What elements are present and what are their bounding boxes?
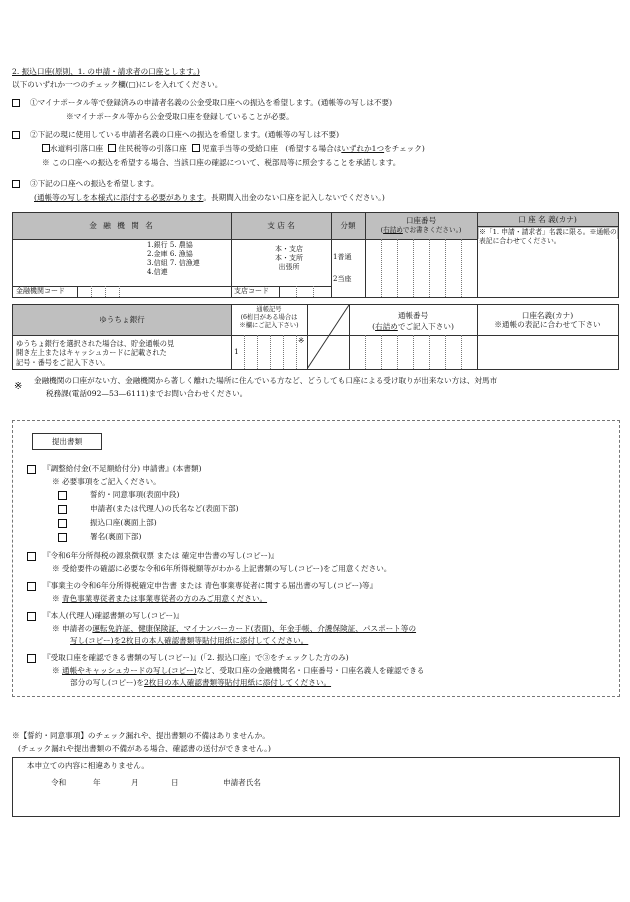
account-type-ordinary: 1普通 (333, 253, 352, 261)
confirm-text: 本申立ての内容に相違ありません。 (27, 761, 149, 770)
yucho-prefix: 1 (234, 347, 239, 356)
doc4-note-line2: 写し(コピー)を2枚目の本人確認書類等貼付用紙に添付してください。 (70, 636, 309, 645)
option-2-sub-row (42, 144, 425, 153)
sub-note-underline: いずれか1つ (341, 144, 385, 153)
yucho-symbol-header: 通帳記号 (6桁目がある場合は ※欄にご記入下さい) (239, 306, 299, 329)
option-3-note: (通帳等の写しを本様式に添付する必要があります。長期間入出金のない口座を記入しないでください。) (34, 193, 385, 202)
documents-title-box (32, 433, 102, 450)
yucho-mark: ※ (298, 336, 305, 345)
doc1-checkbox[interactable] (27, 465, 36, 474)
doc1-item2-checkbox[interactable] (58, 505, 67, 514)
yucho-number-header-2: (右詰めでご記入下さい) (372, 322, 454, 331)
doc1-item1: 誓約・同意事項(表面中段) (90, 490, 180, 499)
footer-line1: ※【誓約・同意事項】のチェック漏れや、提出書類の不備はありませんか。 (12, 731, 270, 740)
doc1-item3: 振込口座(裏面上部) (90, 518, 157, 527)
sub-child-label: 児童手当等の受給口座 (202, 144, 278, 153)
yucho-diagonal (307, 305, 349, 369)
sub-tax-checkbox[interactable] (108, 144, 116, 152)
doc2-note: ※ 受給要件の確認に必要な令和6年所得税額等がわかる上記書類の写し(コピー)をご用意ください。 (52, 564, 392, 573)
option-1-note: ※マイナポータル等から公金受取口座を登録していることが必要。 (66, 112, 294, 121)
sub-note-pre: (希望する場合は (285, 144, 342, 153)
month-label: 月 (131, 778, 139, 787)
contact-note-line1: 金融機関の口座がない方、金融機関から著しく離れた場所に住んでいる方など、どうしても口座による受け取りが出来ない方は、対馬市 (34, 376, 498, 385)
contact-note-mark: ※ (14, 381, 23, 392)
doc1-note: ※ 必要事項をご記入ください。 (52, 477, 161, 486)
sub-water-checkbox[interactable] (42, 144, 50, 152)
doc4-checkbox[interactable] (27, 612, 36, 621)
holder-header: 口 座 名 義(カナ) (518, 215, 577, 224)
documents-title: 提出書類 (51, 437, 83, 446)
doc4-title: 『本人(代理人)確認書類の写し(コピー)』 (43, 611, 184, 620)
doc1-item4-checkbox[interactable] (58, 533, 67, 542)
footer-line2: (チェック漏れや提出書類の不備がある場合、確認書の送付ができません。) (18, 744, 271, 753)
signature-box (12, 757, 620, 817)
account-header-2: (右詰めでお書きください。) (380, 226, 462, 234)
doc3-checkbox[interactable] (27, 582, 36, 591)
doc5-note: ※ 通帳やキャッシュカードの写し(コピー)など、受取口座の金融機関名・口座番号・口座名義人を確認できる (52, 666, 425, 675)
branch-code-label: 支店コード (234, 287, 269, 295)
year-label: 年 (93, 778, 101, 787)
doc3-title: 『事業主の令和6年分所得税確定申告書 または 青色事業専従者に関する届出書の写し(コピー)等』 (43, 581, 378, 590)
doc5-checkbox[interactable] (27, 654, 36, 663)
day-label: 日 (171, 778, 179, 787)
doc2-checkbox[interactable] (27, 552, 36, 561)
yucho-description: ゆうちょ銀行を選択された場合は、貯金通帳の見 開き左上またはキャッシュカードに記載された 記号・番号をご記入下さい。 (16, 339, 175, 367)
contact-note-line2: 税務課(電話092—53—6111)までお問い合わせください。 (46, 389, 248, 398)
doc1-item1-checkbox[interactable] (58, 491, 67, 500)
doc1-title: 『調整給付金(不足額給付分) 申請書』(本書類) (43, 464, 202, 473)
signature-label: 申請者氏名 (223, 778, 261, 787)
yucho-table (12, 304, 619, 370)
option-3-checkbox[interactable] (12, 180, 20, 188)
doc5-title: 『受取口座を確認できる書類の写し(コピー)』(「2. 振込口座」で③をチェックした方のみ) (43, 653, 349, 662)
branch-type-list: 本・支店 本・支所 出張所 (275, 245, 303, 272)
sub-water-label: 水道料引落口座 (50, 144, 104, 153)
doc3-note: ※ 青色事業専従者または事業専従者の方のみご用意ください。 (52, 594, 268, 603)
option-1-checkbox[interactable] (12, 99, 20, 107)
option-3-text: ③下記の口座への振込を希望します。 (30, 179, 159, 188)
bank-name-header: 金 融 機 関 名 (89, 221, 155, 230)
bank-code-label: 金融機関コード (16, 287, 65, 295)
sub-note-post: をチェック) (384, 144, 425, 153)
option-2-text: ②下記の現に使用している申請者名義の口座への振込を希望します。(通帳等の写しは不要) (30, 130, 340, 139)
sub-child-checkbox[interactable] (192, 144, 200, 152)
doc2-title: 『令和6年分所得税の源泉徴収票 または 確定申告書の写し(コピー)』 (43, 551, 279, 560)
type-header: 分類 (340, 221, 356, 230)
option-2-checkbox[interactable] (12, 131, 20, 139)
sub-tax-label: 住民税等の引落口座 (118, 144, 187, 153)
doc5-note-line2: 部分の写し(コピー)を2枚目の本人確認書類等貼付用紙に添付してください。 (70, 678, 332, 687)
doc1-item4: 署名(裏面下部) (90, 532, 142, 541)
branch-header: 支 店 名 (267, 221, 295, 230)
bank-type-list: 1.銀行 5. 農協 2.金庫 6. 漁協 3.信組 7. 信漁連 4.信連 (147, 241, 200, 277)
doc1-item3-checkbox[interactable] (58, 519, 67, 528)
option-2-note: ※ この口座への振込を希望する場合、当該口座の確認について、税部局等に照会することを承諾します。 (42, 158, 401, 167)
yucho-header: ゆうちょ銀行 (99, 315, 145, 324)
holder-note: ※「1. 申請・請求者」名義に限る。※通帳の表記に合わせてください。 (479, 228, 617, 245)
account-header-1: 口座番号 (405, 216, 437, 225)
yucho-holder-header: 口座名義(カナ) ※通帳の表記に合わせて下さい (494, 311, 601, 330)
section-2-heading: 2. 振込口座(原則、1. の申請・請求者の口座とします。) (12, 67, 200, 76)
bank-table (12, 212, 619, 298)
yucho-number-header-1: 通帳番号 (397, 311, 429, 320)
era-label: 令和 (51, 778, 67, 787)
section-2-instruction: 以下のいずれか一つのチェック欄(□)にレを入れてください。 (12, 80, 223, 89)
account-type-current: 2当座 (333, 275, 352, 283)
option-1-text: ①マイナポータル等で登録済みの申請者名義の公金受取口座への振込を希望します。(通帳等の写しは不要) (30, 98, 393, 107)
doc1-item2: 申請者(または代理人)の氏名など(表面下部) (90, 504, 239, 513)
doc4-note: ※ 申請者の運転免許証、健康保険証、マイナンバーカード(表面)、年金手帳、介護保険証、パスポート等の (52, 624, 417, 633)
